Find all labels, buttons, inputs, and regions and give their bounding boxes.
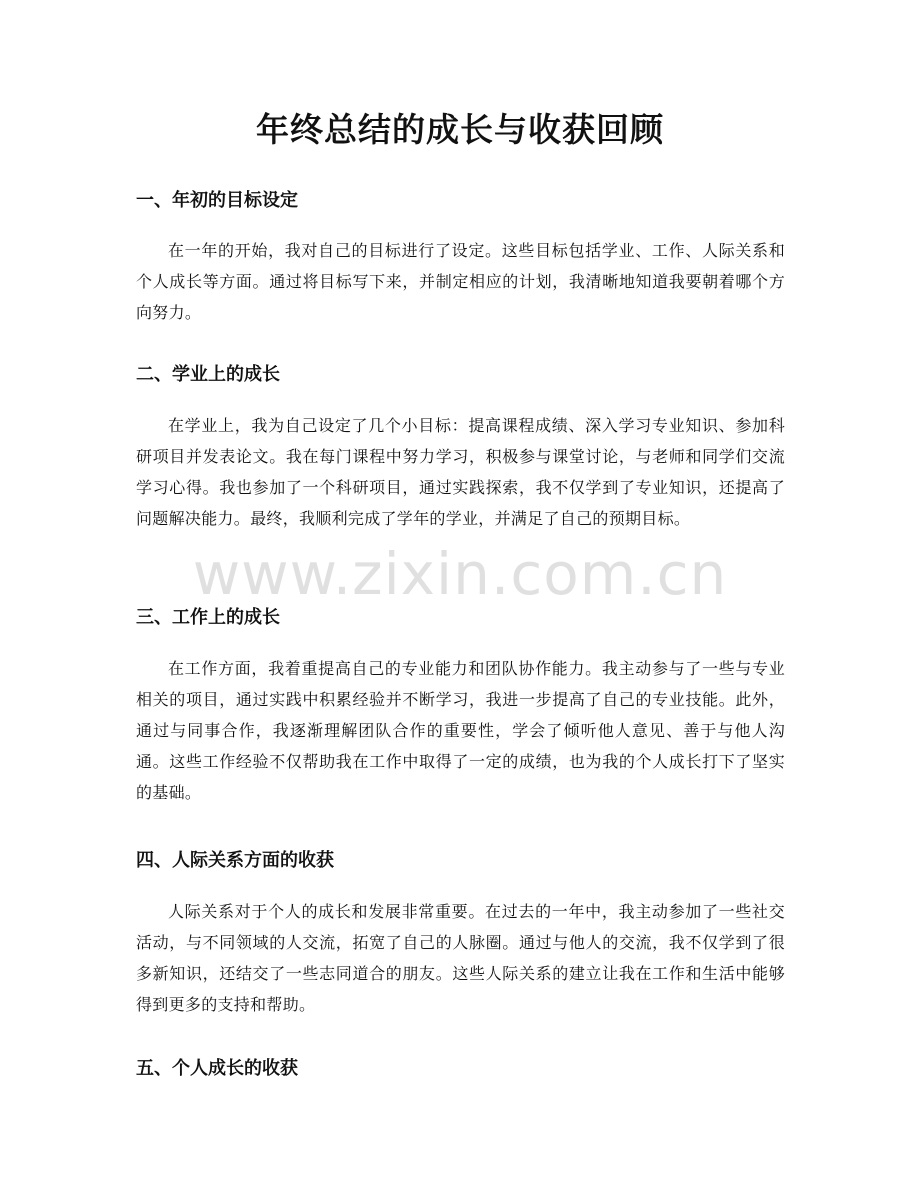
section-heading-personal: 五、个人成长的收获: [136, 1058, 298, 1079]
document-title: 年终总结的成长与收获回顾: [256, 110, 664, 149]
section-body-goals: 在一年的开始，我对自己的目标进行了设定。这些目标包括学业、工作、人际关系和个人成长等方面。通过将目标写下来，并制定相应的计划，我清晰地知道我要朝着哪个方向努力。: [136, 241, 785, 322]
section-body-academic: 在学业上，我为自己设定了几个小目标：提高课程成绩、深入学习专业知识、参加科研项目并发表论文。我在每门课程中努力学习，积极参与课堂讨论，与老师和同学们交流学习心得。我也参加了一个科研项目，通过实践探索，我不仅学到了专业知识，还提高了问题解决能力。最终，我顺利完成了学年的学业，并满足了自己的预期目标。: [136, 416, 785, 528]
section-body-work: 在工作方面，我着重提高自己的专业能力和团队协作能力。我主动参与了一些与专业相关的项目，通过实践中积累经验并不断学习，我进一步提高了自己的专业技能。此外，通过与同事合作，我逐渐理解团队合作的重要性，学会了倾听他人意见、善于与他人沟通。这些工作经验不仅帮助我在工作中取得了一定的成绩，也为我的个人成长打下了坚实的基础。: [136, 659, 785, 802]
section-heading-academic: 二、学业上的成长: [136, 364, 280, 385]
watermark: www.zixin.com.cn: [192, 540, 728, 608]
section-heading-goals: 一、年初的目标设定: [136, 190, 298, 211]
section-body-relationships: 人际关系对于个人的成长和发展非常重要。在过去的一年中，我主动参加了一些社交活动，与不同领域的人交流，拓宽了自己的人脉圈。通过与他人的交流，我不仅学到了很多新知识，还结交了一些志同道合的朋友。这些人际关系的建立让我在工作和生活中能够得到更多的支持和帮助。: [136, 902, 785, 1014]
section-heading-relationships: 四、人际关系方面的收获: [136, 850, 334, 871]
section-heading-work: 三、工作上的成长: [136, 607, 280, 628]
